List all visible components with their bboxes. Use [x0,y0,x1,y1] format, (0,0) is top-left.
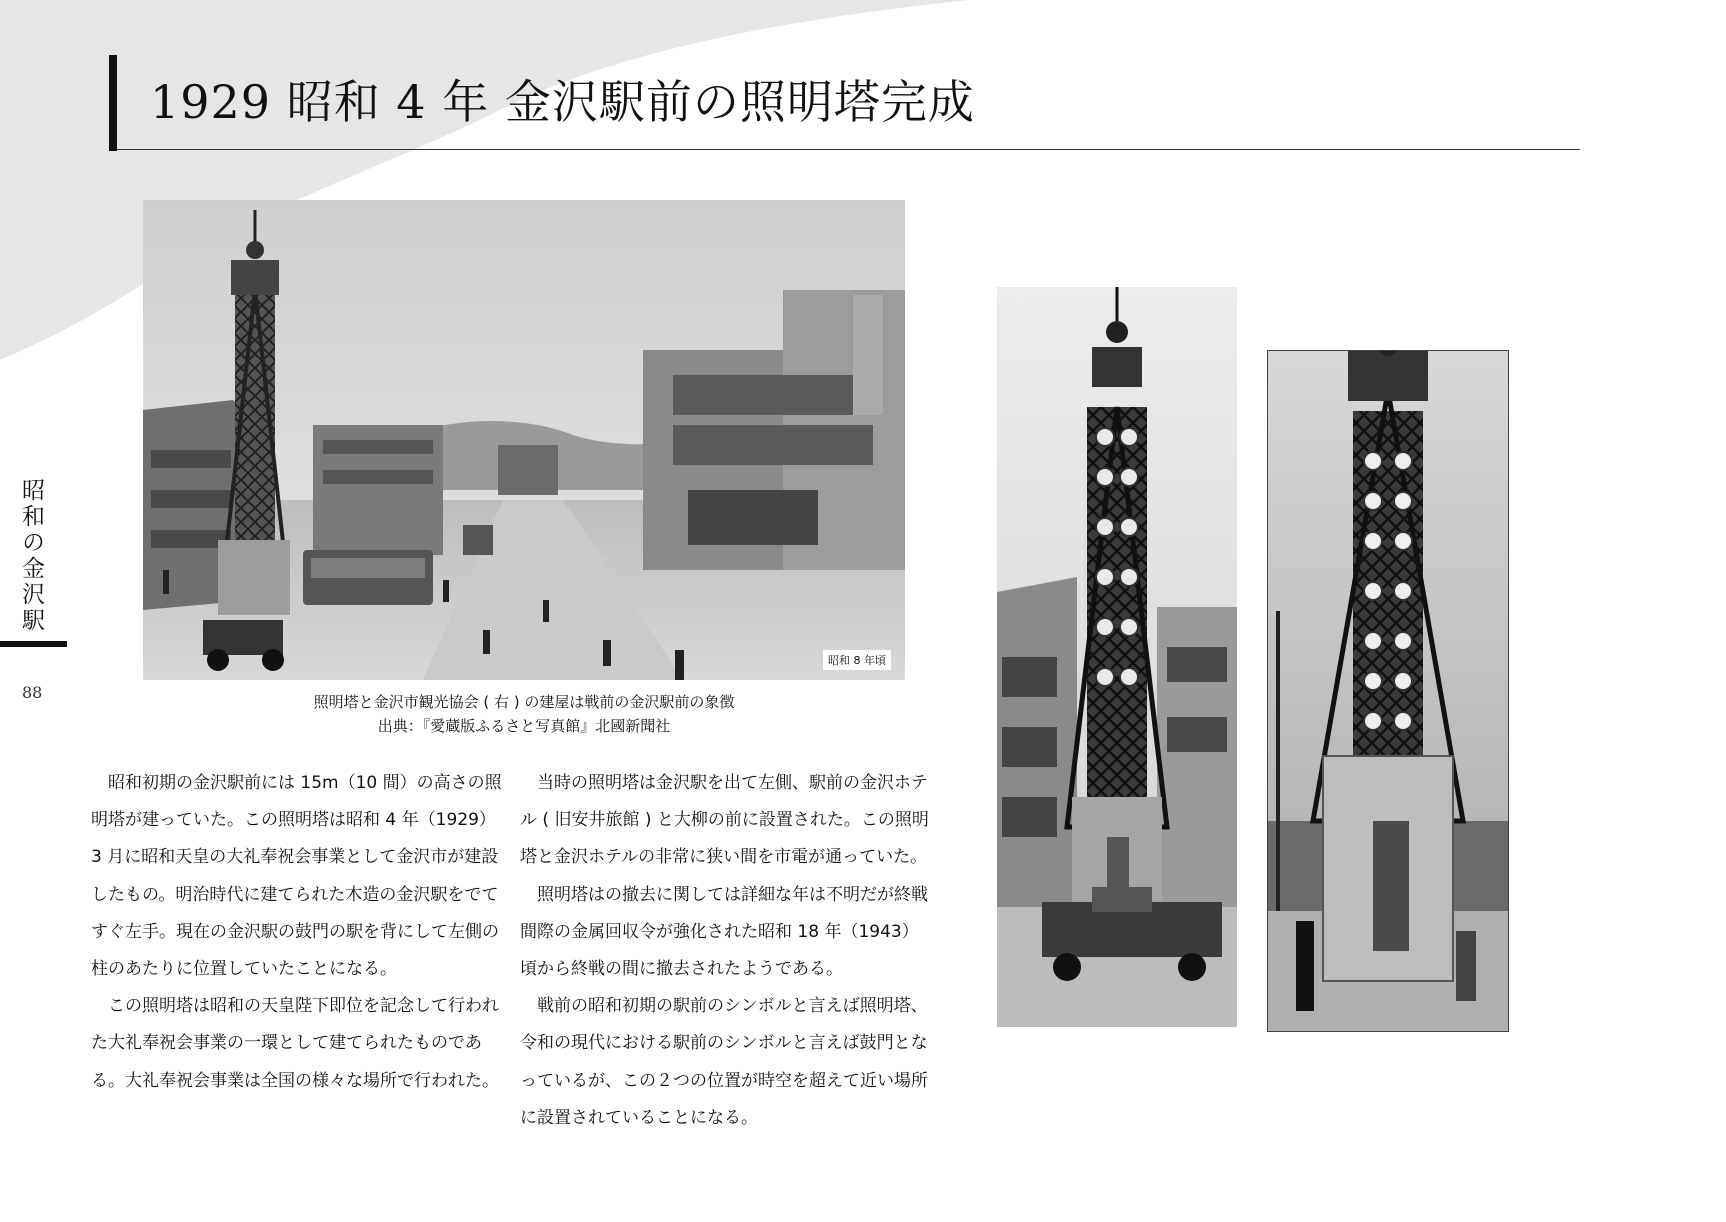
side-divider [0,641,67,647]
photo-station-square [143,200,905,680]
body-paragraph: 戦前の昭和初期の駅前のシンボルと言えば照明塔、令和の現代における駅前のシンボルと言えば鼓門となっているが、この２つの位置が時空を超えて近い場所に設置されていることになる。 [520,996,928,1128]
photo-date-stamp: 昭和 8 年頃 [823,650,891,670]
caption-source: 出典：『愛蔵版ふるさと写真館』北國新聞社 [377,717,671,735]
title-divider [117,149,1580,150]
caption-line-1: 照明塔と金沢市観光協会 ( 右 ) の建屋は戦前の金沢駅前の象徴 [313,693,735,711]
body-paragraph: 当時の照明塔は金沢駅を出て左側、駅前の金沢ホテル ( 旧安井旅館 ) と大柳の前に設置された。この照明塔と金沢ホテルの非常に狭い間を市電が通っていた。 [520,773,929,868]
page-title: 1929 昭和 4 年 金沢駅前の照明塔完成 [150,75,975,129]
title-accent-bar [109,55,117,151]
photo-caption [143,690,905,738]
photo-tower-closeup [997,287,1237,1027]
body-paragraph: 照明塔はの撤去に関しては詳細な年は不明だが終戦間際の金属回収令が強化された昭和 18 年（1943）頃から終戦の間に撤去されたようである。 [520,884,928,980]
page-number: 88 [22,683,43,702]
body-column-right [520,765,932,1137]
chapter-side-title: 昭和の金沢駅 [18,478,44,634]
body-column-left [91,765,503,1100]
photo-tower-base [1267,350,1509,1032]
body-paragraph: 昭和初期の金沢駅前には 15m（10 間）の高さの照明塔が建っていた。この照明塔は昭和 4 年（1929）3 月に昭和天皇の大礼奉祝会事業として金沢市が建設したもの。明治時代に建てられた木造の金沢駅をでてすぐ左手。現在の金沢駅の鼓門の駅を背にして左側の柱のあたりに位置していたことになる。 [91,773,502,980]
body-paragraph: この照明塔は昭和の天皇陛下即位を記念して行われた大礼奉祝会事業の一環として建てられたものである。大礼奉祝会事業は全国の様々な場所で行われた。 [91,996,499,1091]
